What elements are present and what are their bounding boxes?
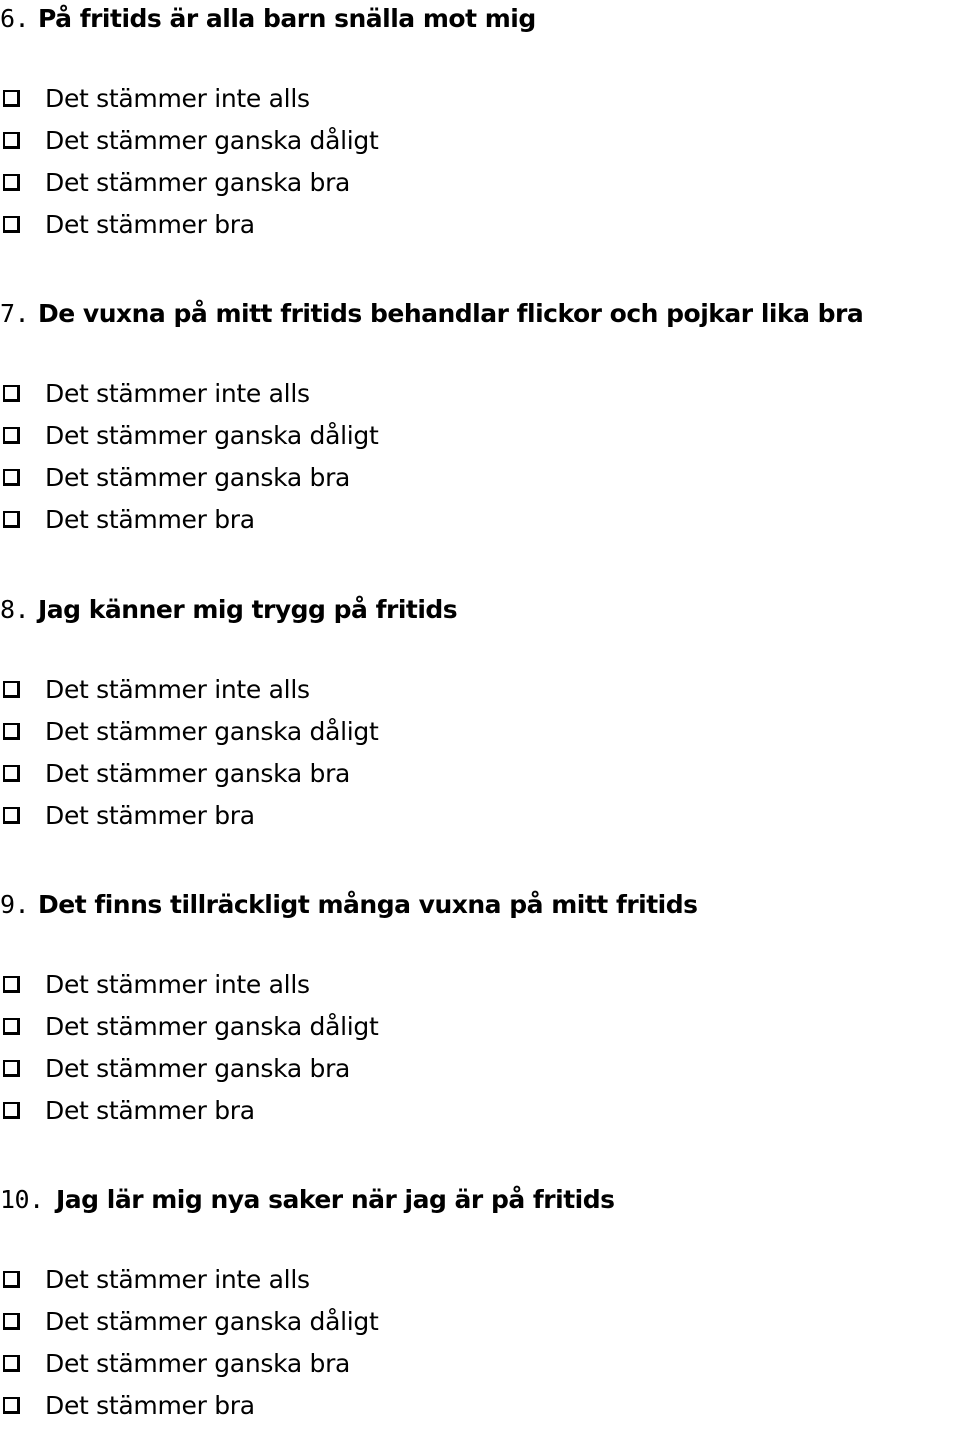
option-ganska-daligt[interactable] (0, 1305, 520, 1347)
option-ganska-daligt[interactable] (0, 1010, 520, 1052)
checkbox-icon[interactable] (3, 90, 20, 107)
option-bra[interactable] (0, 1094, 520, 1136)
option-ganska-daligt[interactable] (0, 124, 520, 166)
question-text: På fritids är alla barn snälla mot mig (38, 4, 536, 33)
option-inte-alls[interactable] (0, 1263, 520, 1305)
option-label: Det stämmer bra (45, 505, 255, 534)
option-label: Det stämmer ganska dåligt (45, 421, 379, 450)
option-inte-alls[interactable] (0, 673, 520, 715)
checkbox-icon[interactable] (3, 1355, 20, 1372)
option-label: Det stämmer inte alls (45, 1265, 310, 1294)
checkbox-icon[interactable] (3, 765, 20, 782)
question-text: Jag känner mig trygg på fritids (38, 595, 458, 624)
option-label: Det stämmer inte alls (45, 970, 310, 999)
option-ganska-bra[interactable] (0, 1052, 520, 1094)
checkbox-icon[interactable] (3, 807, 20, 824)
question-number: 9. (0, 890, 30, 919)
question-number: 6. (0, 4, 30, 33)
option-inte-alls[interactable] (0, 968, 520, 1010)
question-text: Det finns tillräckligt många vuxna på mitt fritids (38, 890, 698, 919)
question-title (0, 2, 536, 36)
option-label: Det stämmer ganska dåligt (45, 1307, 379, 1336)
option-ganska-bra[interactable] (0, 166, 520, 208)
option-ganska-daligt[interactable] (0, 715, 520, 757)
checkbox-icon[interactable] (3, 1313, 20, 1330)
option-bra[interactable] (0, 799, 520, 841)
checkbox-icon[interactable] (3, 511, 20, 528)
option-label: Det stämmer inte alls (45, 675, 310, 704)
option-label: Det stämmer inte alls (45, 379, 310, 408)
question-number: 8. (0, 595, 30, 624)
question-title (0, 593, 457, 627)
option-label: Det stämmer ganska bra (45, 463, 351, 492)
checkbox-icon[interactable] (3, 427, 20, 444)
checkbox-icon[interactable] (3, 1018, 20, 1035)
checkbox-icon[interactable] (3, 681, 20, 698)
checkbox-icon[interactable] (3, 1397, 20, 1414)
checkbox-icon[interactable] (3, 132, 20, 149)
checkbox-icon[interactable] (3, 216, 20, 233)
option-label: Det stämmer ganska bra (45, 1349, 351, 1378)
option-label: Det stämmer ganska bra (45, 168, 351, 197)
question-text: De vuxna på mitt fritids behandlar flickor och pojkar lika bra (38, 299, 864, 328)
checkbox-icon[interactable] (3, 1060, 20, 1077)
option-label: Det stämmer bra (45, 1391, 255, 1420)
option-label: Det stämmer ganska dåligt (45, 126, 379, 155)
option-bra[interactable] (0, 208, 520, 250)
checkbox-icon[interactable] (3, 723, 20, 740)
option-label: Det stämmer bra (45, 210, 255, 239)
option-inte-alls[interactable] (0, 377, 520, 419)
option-label: Det stämmer inte alls (45, 84, 310, 113)
option-ganska-bra[interactable] (0, 461, 520, 503)
question-title (0, 1183, 615, 1217)
option-label: Det stämmer ganska dåligt (45, 717, 379, 746)
checkbox-icon[interactable] (3, 385, 20, 402)
option-label: Det stämmer bra (45, 1096, 255, 1125)
option-inte-alls[interactable] (0, 82, 520, 124)
option-ganska-daligt[interactable] (0, 419, 520, 461)
question-title (0, 297, 863, 331)
checkbox-icon[interactable] (3, 976, 20, 993)
question-number: 10. (0, 1185, 44, 1214)
option-bra[interactable] (0, 503, 520, 545)
question-number: 7. (0, 299, 30, 328)
option-label: Det stämmer ganska dåligt (45, 1012, 379, 1041)
checkbox-icon[interactable] (3, 1271, 20, 1288)
option-ganska-bra[interactable] (0, 1347, 520, 1389)
option-label: Det stämmer ganska bra (45, 1054, 351, 1083)
question-text: Jag lär mig nya saker när jag är på fritids (56, 1185, 615, 1214)
option-label: Det stämmer bra (45, 801, 255, 830)
question-title (0, 888, 698, 922)
option-ganska-bra[interactable] (0, 757, 520, 799)
checkbox-icon[interactable] (3, 469, 20, 486)
option-label: Det stämmer ganska bra (45, 759, 351, 788)
checkbox-icon[interactable] (3, 174, 20, 191)
checkbox-icon[interactable] (3, 1102, 20, 1119)
